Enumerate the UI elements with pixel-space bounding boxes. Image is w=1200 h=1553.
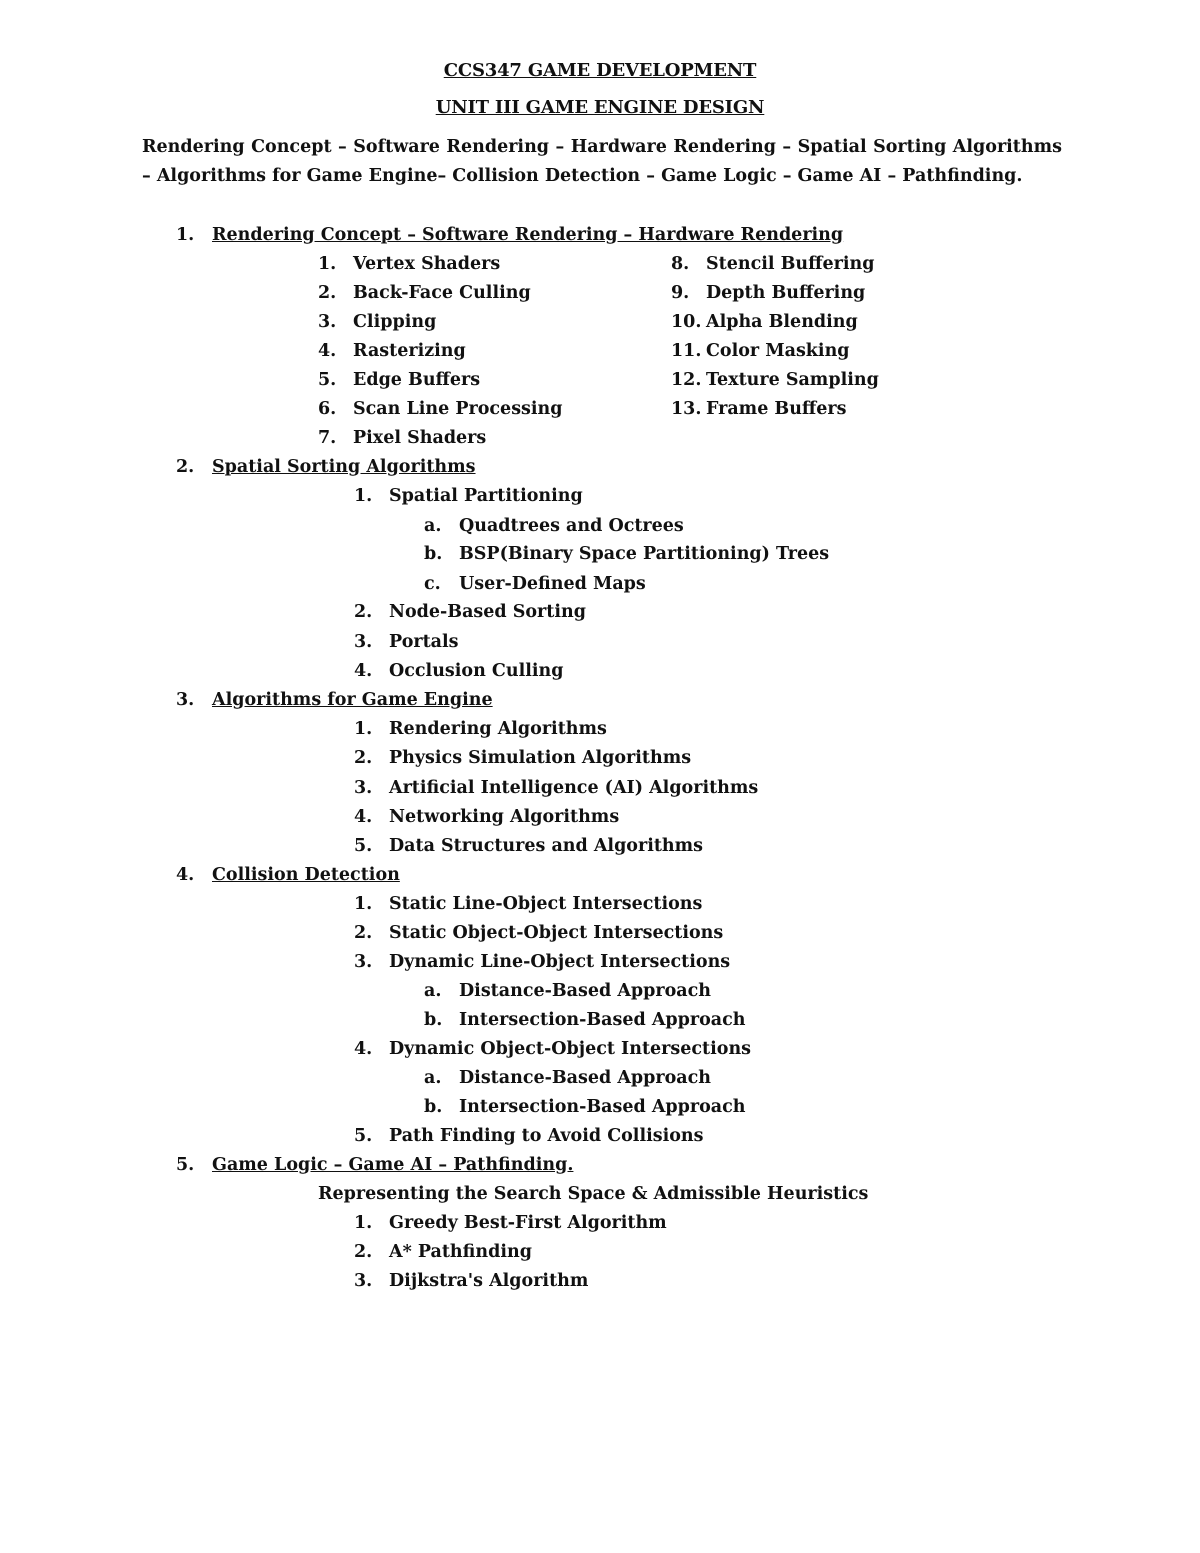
item-text: Stencil Buffering (706, 254, 875, 274)
subheading-text: Representing the Search Space & Admissible Heuristics (318, 1184, 869, 1204)
item-text: Alpha Blending (706, 312, 858, 332)
item-number: 8. (671, 254, 690, 274)
item-text: Node-Based Sorting (389, 602, 586, 622)
item-letter: b. (424, 1097, 443, 1117)
item-text: Pixel Shaders (353, 428, 487, 448)
item-number: 3. (354, 778, 373, 798)
item-text: Quadtrees and Octrees (459, 516, 684, 536)
item-number: 3. (354, 952, 373, 972)
section-title: Collision Detection (212, 865, 400, 885)
item-number: 3. (318, 312, 337, 332)
item-number: 2. (354, 923, 373, 943)
item-number: 5. (318, 370, 337, 390)
section-number: 2. (176, 457, 195, 477)
item-text: Distance-Based Approach (459, 981, 711, 1001)
unit-title: UNIT III GAME ENGINE DESIGN (435, 97, 765, 118)
item-number: 5. (354, 836, 373, 856)
item-text: Spatial Partitioning (389, 486, 583, 506)
item-text: Dynamic Object-Object Intersections (389, 1039, 752, 1059)
section-title: Rendering Concept – Software Rendering – Hardware Rendering (212, 225, 844, 245)
section-number: 4. (176, 865, 195, 885)
item-number: 12. (671, 370, 702, 390)
section-title: Game Logic – Game AI – Pathfinding. (212, 1155, 574, 1175)
section-number: 5. (176, 1155, 195, 1175)
item-number: 2. (354, 748, 373, 768)
item-letter: a. (424, 516, 442, 536)
item-text: Artificial Intelligence (AI) Algorithms (389, 778, 759, 798)
item-text: Rasterizing (353, 341, 466, 361)
item-text: A* Pathfinding (389, 1242, 532, 1262)
item-number: 1. (318, 254, 337, 274)
item-number: 4. (354, 1039, 373, 1059)
item-text: Physics Simulation Algorithms (389, 748, 692, 768)
item-text: Static Object-Object Intersections (389, 923, 724, 943)
item-text: Color Masking (706, 341, 850, 361)
item-number: 4. (354, 807, 373, 827)
item-text: Path Finding to Avoid Collisions (389, 1126, 704, 1146)
item-number: 6. (318, 399, 337, 419)
item-text: Distance-Based Approach (459, 1068, 711, 1088)
section-number: 1. (176, 225, 195, 245)
item-text: Networking Algorithms (389, 807, 620, 827)
item-number: 4. (318, 341, 337, 361)
item-text: Back-Face Culling (353, 283, 531, 303)
item-text: Greedy Best-First Algorithm (389, 1213, 667, 1233)
item-text: Dynamic Line-Object Intersections (389, 952, 731, 972)
item-text: Rendering Algorithms (389, 719, 607, 739)
item-number: 11. (671, 341, 702, 361)
item-number: 7. (318, 428, 337, 448)
item-text: Frame Buffers (706, 399, 847, 419)
item-number: 1. (354, 894, 373, 914)
item-text: Intersection-Based Approach (459, 1010, 746, 1030)
section-number: 3. (176, 690, 195, 710)
item-number: 5. (354, 1126, 373, 1146)
item-text: Depth Buffering (706, 283, 866, 303)
item-text: Occlusion Culling (389, 661, 564, 681)
item-text: Dijkstra's Algorithm (389, 1271, 589, 1291)
item-letter: c. (424, 574, 441, 594)
item-text: User-Defined Maps (459, 574, 646, 594)
item-text: Scan Line Processing (353, 399, 563, 419)
item-letter: a. (424, 1068, 442, 1088)
item-text: BSP(Binary Space Partitioning) Trees (459, 544, 830, 564)
item-number: 3. (354, 1271, 373, 1291)
document-title: CCS347 GAME DEVELOPMENT (443, 60, 757, 81)
item-text: Vertex Shaders (353, 254, 501, 274)
item-text: Intersection-Based Approach (459, 1097, 746, 1117)
item-text: Clipping (353, 312, 437, 332)
section-title: Algorithms for Game Engine (212, 690, 493, 710)
item-number: 10. (671, 312, 702, 332)
section-title: Spatial Sorting Algorithms (212, 457, 476, 477)
item-text: Edge Buffers (353, 370, 481, 390)
item-letter: a. (424, 981, 442, 1001)
item-number: 2. (318, 283, 337, 303)
item-letter: b. (424, 1010, 443, 1030)
intro-paragraph: Rendering Concept – Software Rendering – Hardware Rendering – Spatial Sorting Algorithms – Algorithms for Game Engine– Collision Detection – Game Logic – Game AI – Pathfinding. (142, 137, 1062, 186)
item-number: 2. (354, 602, 373, 622)
item-text: Data Structures and Algorithms (389, 836, 704, 856)
item-number: 2. (354, 1242, 373, 1262)
item-number: 3. (354, 632, 373, 652)
item-number: 13. (671, 399, 702, 419)
item-number: 9. (671, 283, 690, 303)
item-text: Static Line-Object Intersections (389, 894, 703, 914)
item-number: 1. (354, 1213, 373, 1233)
item-text: Portals (389, 632, 459, 652)
item-number: 4. (354, 661, 373, 681)
item-number: 1. (354, 486, 373, 506)
item-letter: b. (424, 544, 443, 564)
item-number: 1. (354, 719, 373, 739)
item-text: Texture Sampling (706, 370, 879, 390)
